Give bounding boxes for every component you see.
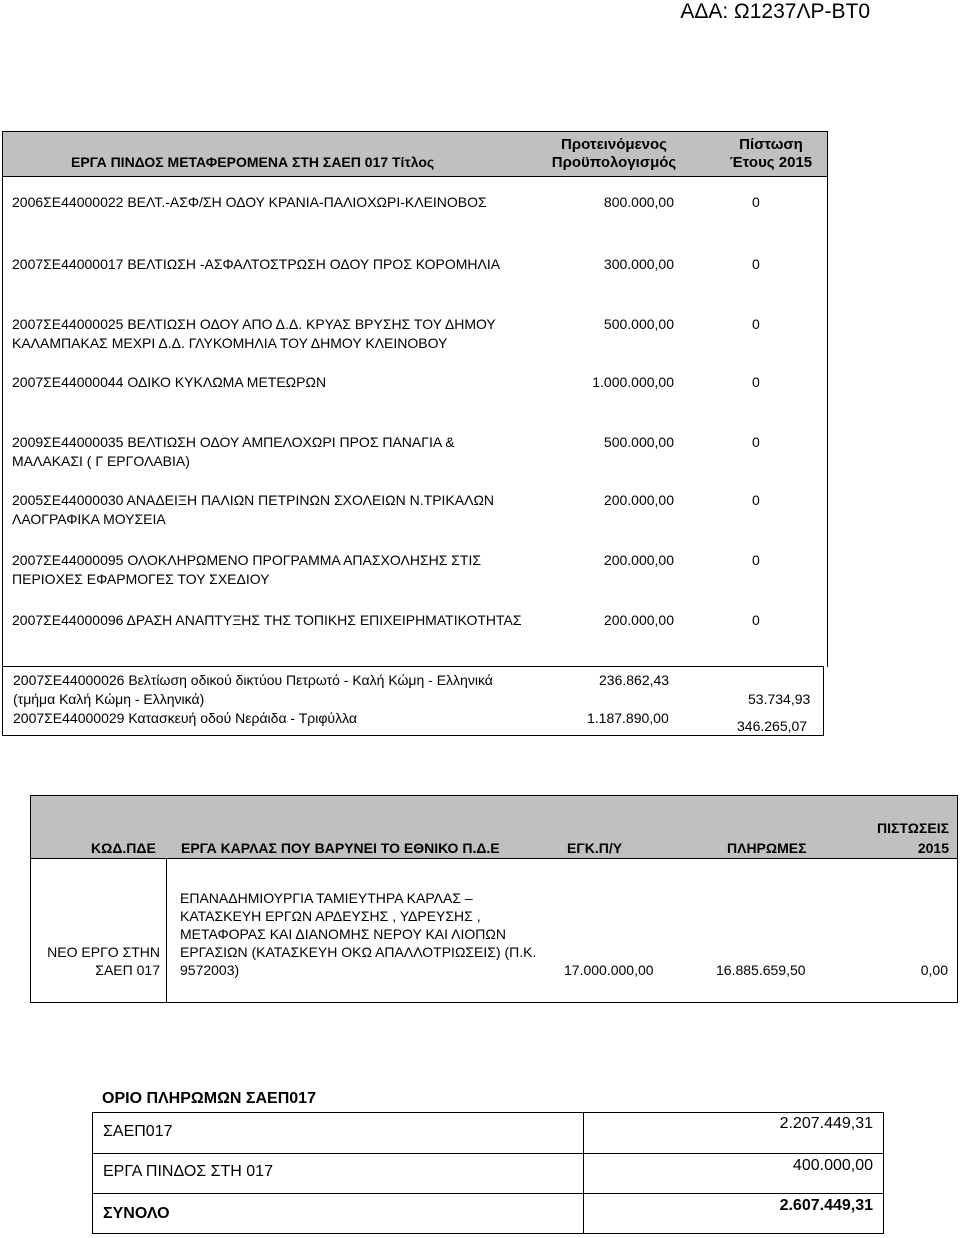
header-code: ΚΩΔ.ΠΔΕ [91, 840, 156, 856]
extra-row-1: 2007ΣΕ44000026 Βελτίωση οδικού δικτύου Πετρωτό - Καλή Κώμη - Ελληνικά (τμήμα Καλή Κώμη - Ελληνικά) [13, 672, 493, 707]
row-credit: 0 [752, 552, 760, 568]
table-row: 2009ΣΕ44000035 ΒΕΛΤΙΩΣΗ ΟΔΟΥ ΑΜΠΕΛΟΧΩΡΙ ΠΡΟΣ ΠΑΝΑΓΙΑ & ΜΑΛΑΚΑΣΙ ( Γ ΕΡΓΟΛΑΒΙΑ) [12, 434, 455, 469]
karla-projects-subtable [2, 666, 824, 736]
header-proposed-budget: Προτεινόμενος Προϋπολογισμός [551, 136, 677, 171]
row-credit: 0 [752, 434, 760, 450]
row-amount: 200.000,00 [603, 492, 674, 508]
row-credit: 0 [752, 316, 760, 332]
extra-row-2: 2007ΣΕ44000029 Κατασκευή οδού Νεράιδα - Τριφύλλα [13, 710, 357, 726]
row-payments: 16.885.659,50 [716, 962, 806, 978]
table-right-border [827, 177, 828, 667]
table-row: 2007ΣΕ44000096 ΔΡΑΣΗ ΑΝΑΠΤΥΞΗΣ ΤΗΣ ΤΟΠΙΚΗΣ ΕΠΙΧΕΙΡΗΜΑΤΙΚΟΤΗΤΑΣ [12, 612, 522, 628]
total-label: ΣΥΝΟΛΟ [103, 1205, 170, 1222]
row-description: ΕΠΑΝΑΔΗΜΙΟΥΡΓΙΑ ΤΑΜΙΕΥΤΗΡΑ ΚΑΡΛΑΣ – ΚΑΤΑΣΚΕΥΗ ΕΡΓΩΝ ΑΡΔΕΥΣΗΣ , ΥΔΡΕΥΣΗΣ , ΜΕΤΑΦΟΡΑΣ ΚΑΙ ΔΙΑΝΟΜΗΣ ΝΕΡΟΥ ΚΑΙ ΛΙΟΠΩΝ ΕΡΓΑΣΙΩΝ (ΚΑΤΑΣΚΕΥΗ ΟΚΩ ΑΠΑΛΛΟΤΡΙΩΣΕΙΣ) (Π.Κ. 9572003) [180, 890, 537, 978]
row-amount: 200.000,00 [603, 552, 674, 568]
pindos-017-label: ΕΡΓΑ ΠΙΝΔΟΣ ΣΤΗ 017 [103, 1163, 273, 1180]
table-header [30, 795, 958, 859]
header-title: ΕΡΓΑ ΠΙΝΔΟΣ ΜΕΤΑΦΕΡΟΜΕΝΑ ΣΤΗ ΣΑΕΠ 017 Τίτλος [71, 154, 435, 170]
row-credit: 0 [752, 256, 760, 272]
pindos-017-value: 400.000,00 [792, 1157, 873, 1174]
header-credit-2015: Πίστωση Έτους 2015 [729, 136, 813, 171]
ada-code: ΑΔΑ: Ω1237ΛΡ-ΒΤ0 [680, 0, 870, 23]
karla-national-pde-table [30, 795, 958, 1003]
table-left-border [2, 177, 3, 667]
extra-row-2-amount: 1.187.890,00 [587, 710, 669, 726]
row-divider [93, 1193, 883, 1194]
extra-row-1-amount: 236.862,43 [599, 672, 670, 688]
row-amount: 1.000.000,00 [592, 374, 674, 390]
row-amount: 800.000,00 [603, 194, 674, 210]
extra-row-1-credit: 53.734,93 [748, 691, 811, 707]
header-payments: ΠΛΗΡΩΜΕΣ [727, 840, 807, 856]
row-code: ΝΕΟ ΕΡΓΟ ΣΤΗΝ ΣΑΕΠ 017 [47, 944, 160, 978]
table-header [2, 131, 828, 177]
table-row: 2005ΣΕ44000030 ΑΝΑΔΕΙΞΗ ΠΑΛΙΩΝ ΠΕΤΡΙΝΩΝ ΣΧΟΛΕΙΩΝ Ν.ΤΡΙΚΑΛΩΝ ΛΑΟΓΡΑΦΙΚΑ ΜΟΥΣΕΙΑ [12, 492, 495, 527]
pindos-transferred-table [2, 131, 828, 738]
table-left-border [30, 859, 31, 1003]
payment-limit-grid [92, 1112, 884, 1234]
table-row: 2007ΣΕ44000044 ΟΔΙΚΟ ΚΥΚΛΩΜΑ ΜΕΤΕΩΡΩΝ [12, 374, 327, 390]
row-amount: 500.000,00 [603, 434, 674, 450]
row-credits: 0,00 [920, 962, 948, 978]
extra-row-2-credit: 346.265,07 [737, 718, 808, 734]
table-row: 2006ΣΕ44000022 ΒΕΛΤ.-ΑΣΦ/ΣΗ ΟΔΟΥ ΚΡΑΝΙΑ-ΠΑΛΙΟΧΩΡΙ-ΚΛΕΙΝΟΒΟΣ [12, 194, 487, 210]
column-divider [583, 1113, 584, 1233]
row-credit: 0 [752, 492, 760, 508]
column-divider [166, 859, 167, 1003]
total-value: 2.607.449,31 [779, 1197, 873, 1214]
row-credit: 0 [752, 612, 760, 628]
row-credit: 0 [752, 374, 760, 390]
row-amount: 200.000,00 [603, 612, 674, 628]
table-right-border [957, 859, 958, 1003]
saep017-value: 2.207.449,31 [779, 1115, 873, 1132]
saep017-label: ΣΑΕΠ017 [103, 1123, 173, 1140]
header-credits-2015: ΠΙΣΤΩΣΕΙΣ 2015 [877, 820, 949, 856]
row-amount: 300.000,00 [603, 256, 674, 272]
row-divider [93, 1153, 883, 1154]
table-bottom-border [30, 1002, 958, 1003]
header-approved: ΕΓΚ.Π/Υ [567, 840, 623, 856]
header-title: ΕΡΓΑ ΚΑΡΛΑΣ ΠΟΥ ΒΑΡΥΝΕΙ ΤΟ ΕΘΝΙΚΟ Π.Δ.Ε [181, 840, 500, 856]
table-row: 2007ΣΕ44000025 ΒΕΛΤΙΩΣΗ ΟΔΟΥ ΑΠΟ Δ.Δ. ΚΡΥΑΣ ΒΡΥΣΗΣ ΤΟΥ ΔΗΜΟΥ ΚΑΛΑΜΠΑΚΑΣ ΜΕΧΡΙ Δ.Δ. ΓΛΥΚΟΜΗΛΙΑ ΤΟΥ ΔΗΜΟΥ ΚΛΕΙΝΟΒΟΥ [12, 316, 496, 351]
row-approved: 17.000.000,00 [564, 962, 654, 978]
table-title: ΟΡΙΟ ΠΛΗΡΩΜΩΝ ΣΑΕΠ017 [102, 1090, 316, 1107]
row-credit: 0 [752, 194, 760, 210]
row-amount: 500.000,00 [603, 316, 674, 332]
table-row: 2007ΣΕ44000017 ΒΕΛΤΙΩΣΗ -ΑΣΦΑΛΤΟΣΤΡΩΣΗ ΟΔΟΥ ΠΡΟΣ ΚΟΡΟΜΗΛΙΑ [12, 256, 501, 272]
table-row: 2007ΣΕ44000095 ΟΛΟΚΛΗΡΩΜΕΝΟ ΠΡΟΓΡΑΜΜΑ ΑΠΑΣΧΟΛΗΣΗΣ ΣΤΙΣ ΠΕΡΙΟΧΕΣ ΕΦΑΡΜΟΓΕΣ ΤΟΥ ΣΧΕΔΙΟΥ [12, 552, 482, 587]
